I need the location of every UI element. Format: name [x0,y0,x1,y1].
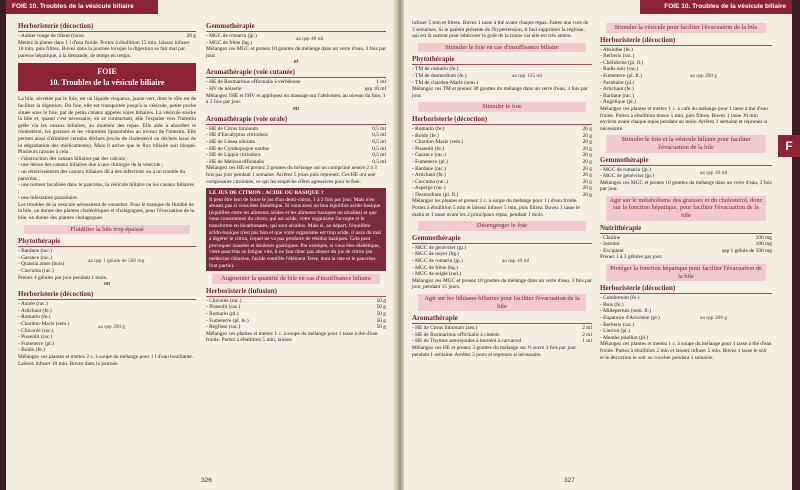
section-band: Stimuler le foie [418,102,586,112]
heading-gemmotherapie: Gemmothérapie [600,156,772,166]
list-item: - Menthe poulliot (pl.) [600,334,649,341]
ingredient-group [412,66,592,86]
heading-nutritherapie: Nutrithérapie [600,224,772,234]
list-item: - Buis (fe.) [600,301,624,308]
list-item: - Radis noir (rac.) [600,66,639,73]
section-band: Fluidifier la bile trop épaissé [24,225,190,235]
list-item: - MGC de frêne (bg.) [206,39,252,46]
chapter-title-box [18,63,196,91]
brace-dose: aa qsp 200 g [690,72,718,79]
list-item: - Bardane (rac.) [600,92,634,99]
list-item: - Fumeterre (pl. fl.) [600,72,642,79]
ingredient-row: - HE de Thymus saturejoides à bornéol à carvacrol 1 ml [412,338,592,345]
paragraph: Mélangez ces MGC et prenez 10 gouttes du mélange dans un verre d'eau, 3 fois par jour. [600,179,772,193]
brace-dose: aa qsp 40 ml [502,258,530,265]
brace-dose: aa qsp 40 ml [700,169,728,176]
heading-gemmotherapie: Gemmothérapie [206,22,386,32]
ingredient-row: - Inositol 100 mg [600,241,772,248]
section-band: Agir sur le métabolisme des graisses et du cholestérol, donc sur la fonction hépatique, pour faciliter l'évacuation de la bile [606,196,766,221]
list-item: - Fumeterre (pl.) [18,340,54,347]
right-page [404,0,792,490]
list-item: - MGC de romarin (jp.) [206,33,257,39]
info-box-title: LE JUS DE CITRON : ACIDE OU BASIQUE ? [209,190,324,197]
ingredient-row: - Fumeterre (pl. fe.) 50 g [206,317,386,324]
ingredient-row: - Garance (rac.) 20 g [412,152,592,159]
left-column-2 [206,20,386,344]
ingredient-group [600,167,772,180]
ingredient-row: - Curcuma (rac.) 20 g [412,178,592,185]
ingredient-row: - HV de noisette qsp 10 ml [206,85,386,92]
info-box [206,188,386,271]
list-item: - Pariétaire (pl.) [600,79,635,86]
ingredient-row: - HE de Lippia citriodora 0,5 ml [206,152,386,159]
list-item: - une infestation parasitaire. [18,195,79,202]
section-band: Stimuler la vésicule pour faciliter l'évacuation de la bile [606,23,766,33]
ingredient-row: - HE de Cymbopogon nardus 0,5 ml [206,145,386,152]
list-item: - Aunée (rac.) [18,301,48,308]
ingredient-row: - HE d'Eucalyptus citriodora 0,5 ml [206,132,386,139]
ingredient-row: - Excipient qsp 1 gélule de 500 mg [600,247,772,254]
heading-herboristerie: Herboristerie (décoction) [600,284,772,294]
heading-herboristerie: Herboristerie (décoction) [600,36,772,46]
list-item: - MGC de seigle (rad.) [412,271,461,278]
list-item: - MGC de romarin (jp.) [412,258,463,265]
ingredient-row: - Boldo (fe.) 20 g [412,132,592,139]
list-item: - Lierron (pl.) [600,328,630,335]
heading-herboristerie-infusion: Herboristerie (infusion) [206,287,386,297]
list-item: - une lésion des canaux biliaires due à une chirurgie de la vésicule ; [18,162,164,169]
ingredient-row: - Aubier rouge de tilleul (bois) 20 g [18,33,196,39]
list-item: - Chicorée (rac.) [18,327,54,334]
list-item: - MGC de genévrier (jp.) [412,244,467,251]
brace-dose: aa qsp 125 ml [512,72,543,79]
ingredient-row: - HE de Litsea odorata 0,5 ml [206,138,386,145]
list-item: - l'obstruction des canaux biliaires par des calculs ; [18,155,128,162]
ingredient-row: - HE de Citrus limonum 0,5 ml [206,125,386,132]
heading-aromatherapie: Aromathérapie [412,314,592,324]
list-item: - une tumeur localisée dans le pancréas, la vésicule biliaire ou les canaux biliaires ; [18,182,195,195]
list-item: - MGC de genévrier (jp.) [600,173,655,180]
paragraph: Mélangez ces plantes et mettez 2 c. à soupe du mélange pour 1 l d'eau bouillante. Laissez infuser 10 min. Buvez dans la journée. [18,353,194,367]
list-item: - un rétrécissement des canaux biliaires dû à des infections ou à un trouble du pancréas ; [18,168,186,182]
list-item: - Berberis (rac.) [600,321,635,328]
info-box-text: Il peut être bon de boire le jus d'un demi-citron, 1 à 2 fois par jour. Mais n'en abusez pas si vous êtes diabétique. Si vous avez un bon équilibre acido-basique (équilibre entre les aliments acides et les aliments basiques ou alcalins) et que vous consommez du citron, qui est acide, votre organisme l'accepte et le transforme en bicarbonates, qui sont alcalins. Mais si, au départ, l'équilibre acido-basique n'est pas bon et que votre organisme est trop acide, il aura du mal à digérer le citron, lequel ne va pas produire de résidus basiques. Cela peut provoquer nausées et douleurs gastriques. Par exemple, si vous êtes diabétique, votre pancréas se fatigue vite, il ne faut donc pas abuser du jus de citron (en médecine chinoise, l'acide contrôle l'élément Terre, dont la rate et le pancréas font partie). [209,196,381,269]
paragraph: Mélangez ces TM et prenez 30 gouttes du mélange dans un verre d'eau, 3 fois par jour. [412,86,588,99]
list-item: - Absinthe (fe.) [600,46,633,53]
right-column-2 [600,20,772,361]
paragraph: Mélangez ces plantes et mettez 1 c. à café du mélange pour 1 tasse à thé d'eau froide. Portez à ébullition douce 5 min, puis filtrez. Buvez 1 tasse 30 min environ avant chaque repas pendant un mois. Arrêtez 1 semaine et reprenez si nécessaire. [600,105,768,132]
paragraph: Mélangez ces plantes et mettez 1 c. à soupe du mélange pour 1 tasse à thé d'eau froide. Portez à ébullition 2 min et laissez infuser 5 min. Buvez 1 tasse le soir et le décoction le soir au coucher pendant 1 semaine. [600,341,772,361]
list-item: - Artichaut (fe.) [600,86,634,93]
paragraph: Mélangez ces MGC et prenez 10 gouttes du mélange dans un verre d'eau, 3 fois par jour, pendant 15 jours. [412,277,592,291]
paragraph: Prenez 4 gélules par jour pendant 1 mois. [18,274,108,281]
ingredient-row: - Bardane (rac.) 20 g [412,165,592,172]
list-item: - MGC de noyer (bg.) [412,251,460,258]
ingredient-group [18,301,196,354]
ingredient-row: - Fumeterre (pl.) 20 g [412,158,592,165]
ingredient-row: - Pissenlit (fe.) 20 g [412,145,592,152]
paragraph: Mettez la plante dans 1 l d'eau froide. Portez à ébullition 15 min, laissez infuser 10 min, puis filtrez. Buvez dans la journée lorsque la digestion se fait mal par paresse hépatique, à la demande, de temps en temps. [18,39,190,59]
list-item: - Eupatoire d'Avicenne (pl.) [600,315,660,321]
paragraph: Mélangez ces MGC et prenez 10 gouttes du mélange dans un verre d'eau, 3 fois par jour. [206,46,386,59]
ingredient-group [412,245,592,278]
right-running-header: FOIE 10. Troubles de la vésicule biliaire [640,0,792,14]
ingredient-row: - Chardon-Marie (sem.) 20 g [412,139,592,146]
heading-phytotherapie: Phytothérapie [18,237,196,247]
list-item: - Artichaut (fe.) [18,307,52,314]
paragraph: Mélangez ces HE et prenez 2 gouttes du mélange sur un comprimé neutre 2 à 3 fois par jour pendant 1 semaine. Arrêtez 5 jours puis reprenez. Ces HE ont une composante citronnée, ce qui les empêche d'être agressives pour le foie. [206,165,377,185]
list-item: - Chardon-Marie (sem.) [18,321,70,327]
ingredient-row: - Chicorée (rac.) 50 g [206,297,386,304]
list-item: - Boldo (fe.) [18,347,45,354]
cause-list [18,156,196,202]
ingredient-row: - Romarin (pl.) 50 g [206,311,386,317]
heading-phytotherapie: Phytothérapie [412,55,592,65]
list-item: - Curcuma (rac.) [18,268,54,275]
brace-dose: aa qsp 1 gélule de 560 mg [88,258,145,265]
ingredient-row: - Pissenlit (rac.) 50 g [206,304,386,311]
list-item: - Pissenlit (rac.) [18,334,53,341]
ingredient-row: - Romarin (fe.) 20 g [412,125,592,132]
intro-paragraph: La bile, sécrétée par le foie, est un liquide visqueux, jaune-vert, dont le rôle est de faciliter la digestion. Du foie, elle est transportée jusqu'à la vésicule, petite poche située sous le foie, par de petits canaux appelés voies biliaires. La vésicule stocke la bile et, quand c'est nécessaire, en se contractant, elle l'expulse vers l'intestin grêle via les canaux biliaires, au moment des repas. Elle aide à absorber le cholestérol, les graisses et les vitamines liposolubles au niveau de l'intestin. Elle permet aussi d'éliminer certains déchets (excès de cholestérol ou déchets issus de la dégradation des médicaments). Mais il arrive que le flux biliaire soit bloqué. Plusieurs raisons à cela : [18,96,196,156]
brace-dose: aa qsp 200 g [700,315,728,321]
brace-dose: aa qsp 40 ml [296,36,324,43]
left-column-1 [18,20,196,367]
list-item: - Romarin (fe.) [18,314,51,321]
brace-dose: aa qsp 200 g [98,324,126,331]
section-band: Protéger la fonction hépatique pour faciliter l'évacuation de la bile [606,264,766,281]
ingredient-row: - HE de Rosmarinus officinalis à cinéole 2 ml [412,331,592,338]
ingredient-row: - Choline 200 mg [600,234,772,241]
ingredient-row: - HE de Citrus limonum (zes.) 2 ml [412,325,592,332]
page-number-right: 327 [564,477,575,484]
section-band: Stimuler le foie et la vésicule biliaire pour faciliter l'évacuation de la bile [606,135,766,152]
chapter-title: FOIE [97,67,117,77]
list-item: - MGC de romarin (jp.) [600,166,651,173]
ingredient-row: - Réglisse (rac.) 50 g [206,324,386,331]
section-tab: F [778,135,800,157]
list-item: - Bardane (rac.) [18,248,52,255]
ingredient-group [600,47,772,106]
ingredient-row: - Artichaut (fe.) 20 g [412,172,592,179]
et-separator: et [293,59,299,66]
ou-separator: ou [103,281,111,288]
left-page [6,0,396,490]
list-item: - Millepertuis (som. fl.) [600,308,651,315]
page-number-left: 326 [201,477,212,484]
right-column-1 [412,20,592,358]
heading-herboristerie: Herboristerie (décoction) [18,22,196,32]
paragraph: Mélangez les plantes et prenez 2 c. à soupe du mélange pour 1 l d'eau froide. Portez à ébullition 5 min et laissez infuser 5 min, puis filtrez. Buvez 1 tasse le matin et 1 tasse avant les 2 principaux repas, pendant 1 mois. [412,198,580,218]
list-item: - TM de chardon-Marie (sem.) [412,79,478,86]
paragraph: Mélangez ces plantes et mettez 1 c. à soupe du mélange pour 1 tasse à thé d'eau froide. Portez à ébullition 5 min, laissez [206,330,378,344]
left-running-header: FOIE 10. Troubles de la vésicule biliaire [6,0,158,14]
paragraph: Mélangez ces HE et prenez 3 gouttes du mélange sur ½ sucre 3 fois par jour pendant 1 semaine. Arrêtez 3 jours et reprenez si nécessaire. [412,344,577,358]
heading-herboristerie: Herboristerie (décoction) [18,290,196,300]
list-item: - Berberis (rac.) [600,53,635,60]
list-item: - TM de desmodium (fe.) [412,72,467,79]
heading-herboristerie: Herboristerie (décoction) [412,115,592,125]
list-item: - TM de romarin (fe.) [412,66,459,73]
paragraph: infuser 5 min et filtrez. Buvez 1 tasse à thé avant chaque repas. Faites une cure de 3 semaines. Si le patient présente de l'hypertension, il faut supprimer la réglisse, qui est là surtout pour édulcorer le goût de la tisane car elle est très amère. [412,20,589,40]
ingredient-group [206,33,386,46]
ingredient-group [18,248,196,274]
heading-aromatherapie-cutanee: Aromathérapie (voie cutanée) [206,68,386,78]
paragraph: Mélangez l'HE et l'HV et appliquez en massage sur l'abdomen, au niveau du foie, 1 à 3 fois par jour. [206,92,386,106]
list-item: - Combretum (fe.) [600,295,640,302]
ou-separator: ou [292,105,300,112]
list-item: - Quassia amer (bois) [18,261,65,268]
section-band: Stimuler le foie en cas d'insuffisance biliaire [418,43,586,53]
list-item: - Chélidoine (pl. fl.) [600,59,644,66]
chapter-subtitle: 10. Troubles de la vésicule biliaire [49,78,165,88]
outro-paragraph: Les troubles de la vésicule nécessitent de consulter. Pour le manque de fluidité de la bile, on donne des plantes cholérétiques et cholagogues, pour l'évacuation de la bile, on donne des plantes cholagogues. [18,201,195,222]
ingredient-row: - HE de Rosmarinus officinalis à verbénone 1 ml [206,79,386,86]
list-item: - MGC de frêne (bg.) [412,264,458,271]
paragraph: Prenez 1 à 3 gélules par jour. [600,254,663,261]
section-band: Augmenter la quantité de bile en cas d'insuffisance biliaire [212,274,380,284]
section-band: Désengorger le foie [418,221,586,231]
ingredient-row: - Asperge (rac.) 20 g [412,185,592,192]
list-item: - Garance (rac.) [18,254,52,261]
section-band: Agir sur les lithiases biliaires pour faciliter l'évacuation de la bile [418,294,586,311]
ingredient-row: - HE de Melissa officinalis 0,5 ml [206,158,386,165]
list-item: - Angélique (pl.) [600,99,636,106]
ingredient-row: - Desmodium (pl. fl.) 20 g [412,191,592,198]
ingredient-group [600,295,772,341]
heading-aromatherapie-orale: Aromathérapie (voie orale) [206,115,386,125]
heading-gemmotherapie: Gemmothérapie [412,234,592,244]
